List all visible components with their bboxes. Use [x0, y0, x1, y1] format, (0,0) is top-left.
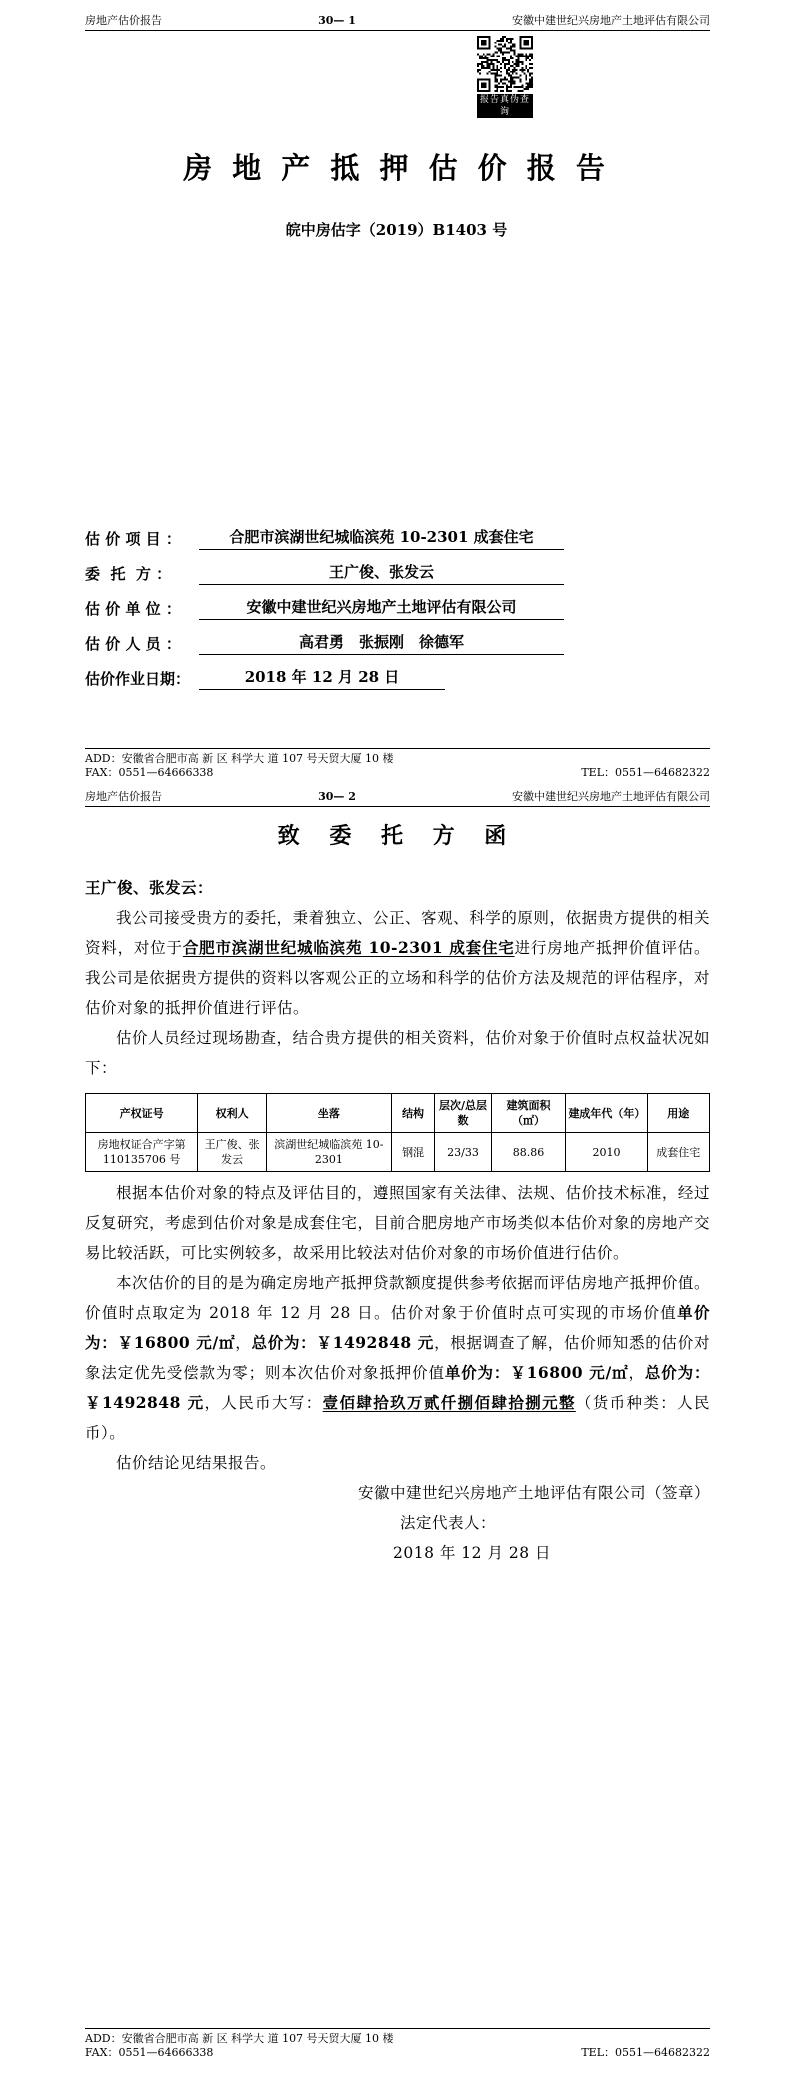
field-value: 王广俊、张发云	[199, 562, 564, 585]
field-row-client	[85, 562, 710, 585]
signature-legal-rep: 法定代表人：	[400, 1514, 497, 1532]
field-label: 委 托 方 ：	[85, 565, 172, 583]
footer-tel: TEL：0551—64682322	[581, 766, 710, 779]
header-page-number: 30— 2	[318, 790, 356, 803]
col-header-use: 用途	[647, 1094, 709, 1133]
paragraph-entrust: 我公司接受贵方的委托，秉着独立、公正、客观、科学的原则，依据贵方提供的相关资料，对位于合肥市滨湖世纪城临滨苑 10-2301 成套住宅进行房地产抵押价值评估。我公司是依据贵方提供的资料以客观公正的立场和科学的估价方法及规范的评估程序，对估价对象的抵押价值进行评估。	[85, 909, 710, 1017]
cell-cert-no: 房地权证合产字第 110135706 号	[86, 1133, 198, 1172]
col-header-location: 坐落	[266, 1094, 391, 1133]
paragraph-inspection: 估价人员经过现场勘查，结合贵方提供的相关资料，估价对象于价值时点权益状况如下：	[85, 1029, 710, 1077]
table-row	[86, 1133, 710, 1172]
cover-fields	[85, 527, 710, 702]
field-row-project	[85, 527, 710, 550]
header-page-number: 30— 1	[318, 14, 356, 27]
letter-salutation: 王广俊、张发云：	[85, 878, 214, 897]
col-header-owner: 权利人	[198, 1094, 267, 1133]
field-value: 合肥市滨湖世纪城临滨苑 10-2301 成套住宅	[199, 527, 564, 550]
qr-code-icon	[477, 36, 533, 92]
header-company-name: 安徽中建世纪兴房地产土地评估有限公司	[511, 14, 710, 27]
cell-structure: 钢混	[391, 1133, 435, 1172]
cell-floor: 23/33	[435, 1133, 491, 1172]
col-header-structure: 结构	[391, 1094, 435, 1133]
col-header-cert-no: 产权证号	[86, 1094, 198, 1133]
cell-year: 2010	[566, 1133, 647, 1172]
field-value: 2018 年 12 月 28 日	[199, 667, 445, 690]
signature-date: 2018 年 12 月 28 日	[393, 1544, 552, 1562]
header-doc-title: 房地产估价报告	[85, 14, 162, 27]
cell-use: 成套住宅	[647, 1133, 709, 1172]
page-header	[85, 14, 710, 31]
footer-fax: FAX：0551—64666338	[85, 766, 214, 779]
header-doc-title: 房地产估价报告	[85, 790, 162, 803]
qr-verify-label: 报告真伪查询	[477, 94, 533, 118]
field-label: 估 价 人 员 ：	[85, 635, 181, 653]
cell-owner: 王广俊、张发云	[198, 1133, 267, 1172]
field-row-date	[85, 667, 710, 690]
paragraph-method: 根据本估价对象的特点及评估目的，遵照国家有关法律、法规、估价技术标准，经过反复研究，考虑到估价对象是成套住宅，目前合肥房地产市场类似本估价对象的房地产交易比较活跃，可比实例较多，故采用比较法对估价对象的市场价值进行估价。	[85, 1184, 710, 1262]
letter-body	[85, 821, 710, 1568]
page-footer	[85, 2028, 710, 2060]
footer-tel: TEL：0551—64682322	[581, 2046, 710, 2059]
footer-fax: FAX：0551—64666338	[85, 2046, 214, 2059]
cell-area: 88.86	[491, 1133, 566, 1172]
field-row-agency	[85, 597, 710, 620]
col-header-floor: 层次/总层数	[435, 1094, 491, 1133]
page-2	[0, 785, 793, 2086]
field-value: 高君勇 张振刚 徐德军	[199, 632, 564, 655]
footer-address: ADD：安徽省合肥市高 新 区 科学大 道 107 号天贸大厦 10 楼	[85, 2032, 394, 2045]
field-label: 估 价 项 目 ：	[85, 530, 181, 548]
field-value: 安徽中建世纪兴房地产土地评估有限公司	[199, 597, 564, 620]
col-header-year: 建成年代（年）	[566, 1094, 647, 1133]
letter-title: 致 委 托 方 函	[277, 823, 518, 849]
col-header-area: 建筑面积（㎡）	[491, 1094, 566, 1133]
field-label: 估 价 单 位 ：	[85, 600, 181, 618]
page-footer	[85, 748, 710, 780]
report-doc-number: 皖中房估字（2019）B1403 号	[285, 221, 508, 239]
table-header-row	[86, 1094, 710, 1133]
paragraph-conclusion: 估价结论见结果报告。	[116, 1454, 277, 1472]
page-1	[0, 0, 793, 785]
property-rights-table	[85, 1093, 710, 1172]
footer-address: ADD：安徽省合肥市高 新 区 科学大 道 107 号天贸大厦 10 楼	[85, 752, 394, 765]
field-label: 估价作业日期：	[85, 670, 191, 688]
page-header	[85, 790, 710, 807]
qr-block	[477, 36, 533, 118]
header-company-name: 安徽中建世纪兴房地产土地评估有限公司	[511, 790, 710, 803]
report-title: 房 地 产 抵 押 估 价 报 告	[183, 151, 610, 185]
paragraph-valuation: 本次估价的目的是为确定房地产抵押贷款额度提供参考依据而评估房地产抵押价值。价值时点取定为 2018 年 12 月 28 日。估价对象于价值时点可实现的市场价值单价为：￥16800 元/㎡，总价为：￥1492848 元，根据调查了解，估价师知悉的估价对象法定优先受偿款为零；则本次估价对象抵押价值单价为：￥16800 元/㎡，总价为：￥1492848 元，人民币大写：壹佰肆拾玖万贰仟捌佰肆拾捌元整（货币种类：人民币）。	[85, 1274, 710, 1442]
signature-company: 安徽中建世纪兴房地产土地评估有限公司（签章）	[357, 1484, 710, 1502]
field-row-appraisers	[85, 632, 710, 655]
cell-location: 滨湖世纪城临滨苑 10-2301	[266, 1133, 391, 1172]
